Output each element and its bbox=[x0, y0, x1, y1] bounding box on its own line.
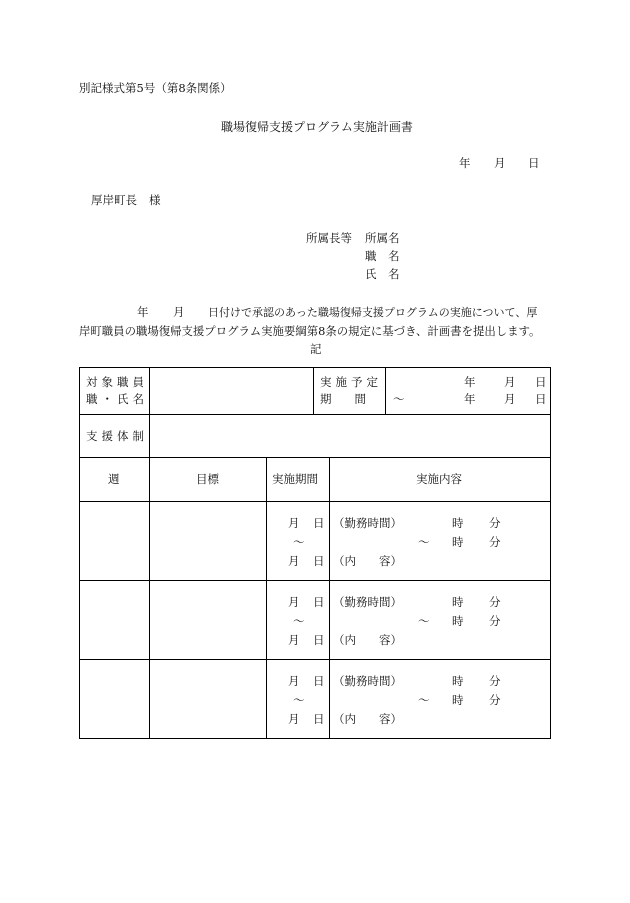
row2-hour: 時 bbox=[452, 595, 464, 609]
header-goal: 目標 bbox=[196, 472, 219, 486]
row1-month-2: 月 bbox=[288, 554, 300, 568]
header-week: 週 bbox=[108, 472, 120, 486]
ki-label: 記 bbox=[310, 342, 322, 356]
period-start-month: 月 bbox=[504, 375, 516, 389]
row2-minute: 分 bbox=[489, 595, 501, 609]
row1-content-label: （内 容） bbox=[333, 554, 402, 568]
target-label-1: 対象職員 bbox=[86, 375, 148, 389]
submitter-role: 所属長等 bbox=[306, 231, 352, 245]
row1-day-2: 日 bbox=[313, 554, 325, 568]
period-end-month: 月 bbox=[504, 392, 516, 406]
body-month: 月 bbox=[173, 305, 185, 319]
table-col-rule bbox=[313, 367, 314, 414]
row1-minute: 分 bbox=[489, 516, 501, 530]
row2-content-label: （内 容） bbox=[333, 633, 402, 647]
row1-hour-2: 時 bbox=[452, 535, 464, 549]
dept-label: 所属名 bbox=[365, 231, 400, 245]
row3-hour-2: 時 bbox=[452, 693, 464, 707]
table-col-rule bbox=[385, 367, 386, 414]
row3-tilde-2: ～ bbox=[418, 693, 430, 707]
row3-day-2: 日 bbox=[313, 712, 325, 726]
date-day: 日 bbox=[528, 156, 540, 170]
row1-month: 月 bbox=[288, 516, 300, 530]
row3-minute-2: 分 bbox=[489, 693, 501, 707]
row2-minute-2: 分 bbox=[489, 614, 501, 628]
plan-table bbox=[79, 367, 551, 739]
row3-hour: 時 bbox=[452, 674, 464, 688]
body-line-2: 岸町職員の職場復帰支援プログラム実施要綱第8条の規定に基づき、計画書を提出します。 bbox=[79, 324, 541, 338]
addressee-name: 厚岸町長 bbox=[91, 193, 137, 207]
target-label-2: 職・氏名 bbox=[86, 392, 148, 406]
table-border-right bbox=[550, 367, 551, 739]
period-start-day: 日 bbox=[535, 375, 547, 389]
date-year: 年 bbox=[459, 156, 471, 170]
body-year: 年 bbox=[137, 305, 149, 319]
row1-tilde-2: ～ bbox=[418, 535, 430, 549]
period-start-year: 年 bbox=[464, 375, 476, 389]
row1-day: 日 bbox=[313, 516, 325, 530]
row2-tilde: ～ bbox=[293, 614, 305, 628]
row3-work-hours: （勤務時間） bbox=[333, 674, 402, 688]
row3-month: 月 bbox=[288, 674, 300, 688]
planned-label-2: 期 間 bbox=[320, 392, 366, 406]
row3-month-2: 月 bbox=[288, 712, 300, 726]
body-line-1: 日付けで承認のあった職場復帰支援プログラムの実施について、厚 bbox=[208, 306, 538, 319]
date-month: 月 bbox=[494, 156, 506, 170]
table-col-rule bbox=[329, 457, 330, 739]
table-col-rule bbox=[149, 367, 150, 739]
position-label: 職 名 bbox=[365, 249, 400, 263]
row2-day: 日 bbox=[313, 595, 325, 609]
row3-day: 日 bbox=[313, 674, 325, 688]
table-border-left bbox=[79, 367, 80, 739]
row1-hour: 時 bbox=[452, 516, 464, 530]
row2-month: 月 bbox=[288, 595, 300, 609]
addressee-honorific: 様 bbox=[149, 193, 161, 207]
header-period: 実施期間 bbox=[272, 472, 318, 486]
row2-hour-2: 時 bbox=[452, 614, 464, 628]
row3-minute: 分 bbox=[489, 674, 501, 688]
name-label: 氏 名 bbox=[365, 267, 400, 281]
row1-work-hours: （勤務時間） bbox=[333, 516, 402, 530]
row3-content-label: （内 容） bbox=[333, 712, 402, 726]
support-label: 支援体制 bbox=[86, 429, 148, 443]
row2-month-2: 月 bbox=[288, 633, 300, 647]
form-id: 別記様式第5号（第8条関係） bbox=[79, 81, 232, 95]
page-title: 職場復帰支援プログラム実施計画書 bbox=[221, 120, 413, 134]
row2-tilde-2: ～ bbox=[418, 614, 430, 628]
row1-minute-2: 分 bbox=[489, 535, 501, 549]
period-end-day: 日 bbox=[535, 392, 547, 406]
period-tilde: ～ bbox=[393, 392, 405, 406]
period-end-year: 年 bbox=[464, 392, 476, 406]
row2-day-2: 日 bbox=[313, 633, 325, 647]
row3-tilde: ～ bbox=[293, 693, 305, 707]
row2-work-hours: （勤務時間） bbox=[333, 595, 402, 609]
planned-label-1: 実施予定 bbox=[320, 375, 382, 389]
table-col-rule bbox=[266, 457, 267, 739]
row1-tilde: ～ bbox=[293, 535, 305, 549]
header-content: 実施内容 bbox=[416, 472, 462, 486]
